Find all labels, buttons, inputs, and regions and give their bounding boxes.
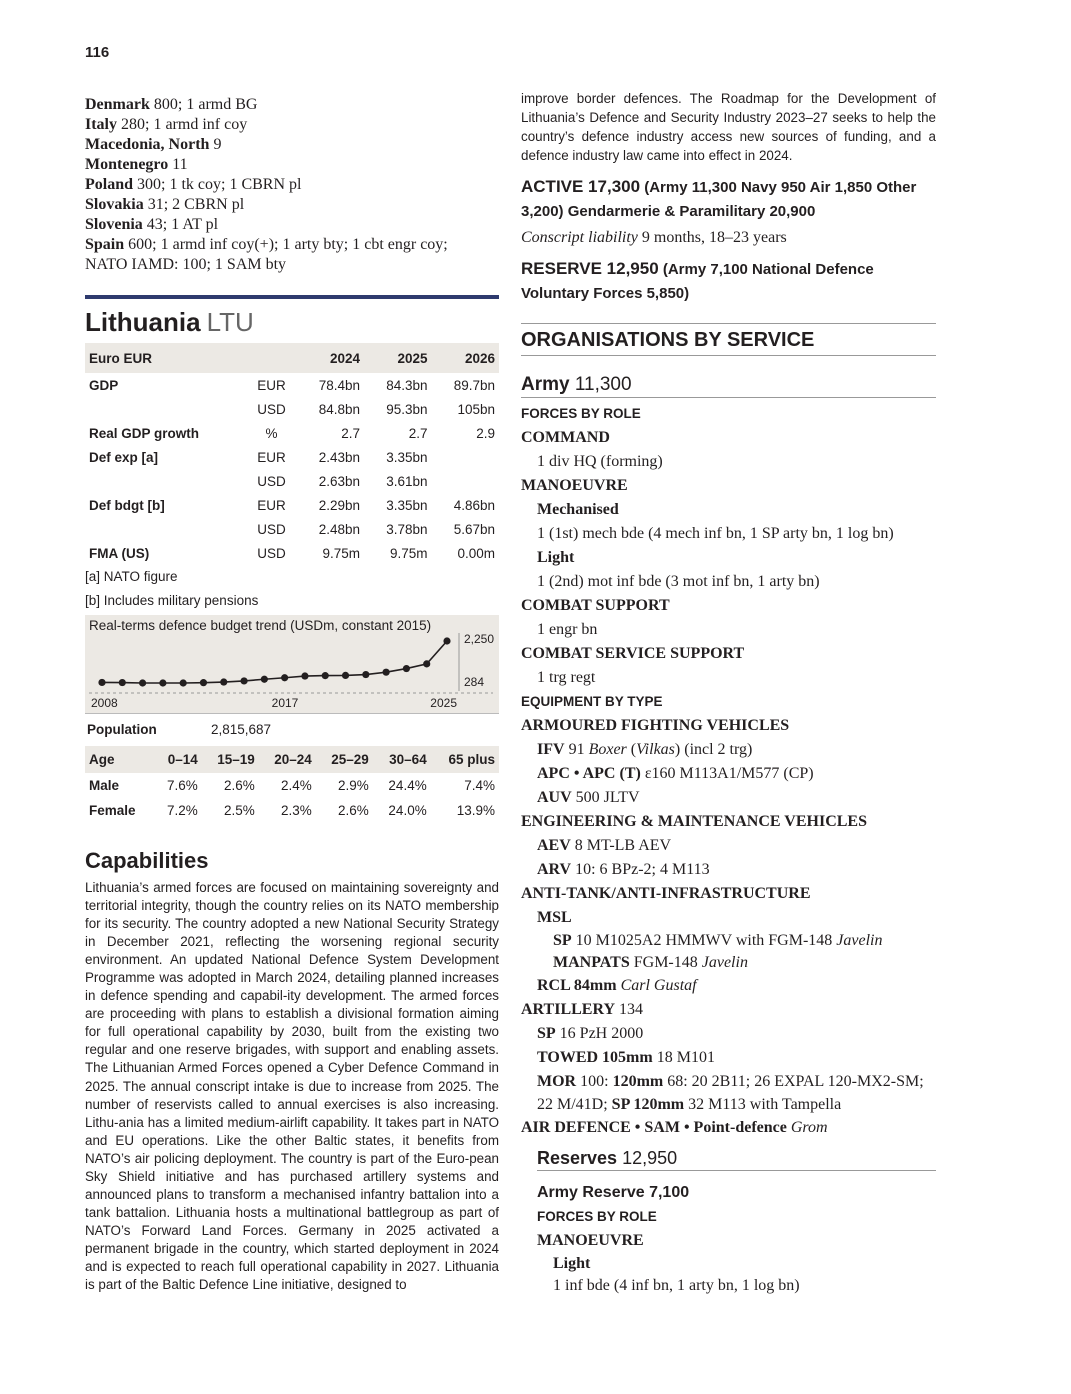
data-point (159, 679, 166, 686)
deployment-item (85, 115, 499, 135)
capabilities-continued: improve border defences. The Roadmap for the Development of Lithuania’s Defence and Security Industry 2023–27 seeks to help the country’s defence industry access new sources of funding, and a defence industry law came into effect in 2024. (521, 91, 936, 163)
light-item: 1 (2nd) mot inf bde (3 mot inf bn, 1 arty bn) (537, 573, 820, 590)
note-b: [b] Includes military pensions (85, 593, 259, 608)
mor-item-cont (521, 1094, 936, 1116)
towed-text: 18 M101 (652, 1049, 715, 1066)
econ-cell: 89.7bn (453, 377, 495, 393)
command-heading: COMMAND (521, 429, 610, 446)
artillery-label: ARTILLERY (521, 1001, 616, 1018)
air-defence-label: AIR DEFENCE • SAM • Point-defence (521, 1119, 787, 1136)
deployment-country: Slovakia (85, 196, 144, 213)
capabilities-text: Lithuania’s armed forces are focused on maintaining sovereignty and territorial integrity, though the country relies on its NATO membership for its security. The country adopted a new National Security Strategy in December 2021, reflecting the worsening regional security environment. An updated National Defence System Development Programme was adopted in March 2024, detailing planned increases in defence spending and capabil-ity development. The armed forces are proceeding with plans to establish a divisional formation aiming for full operational capability by 2030, built from the existing two regular and one reserve brigades, with support and enabling assets. The Lithuanian Armed Forces opened a Cyber Defence Command in 2025. The annual conscript intake is due to increase from 2025. The number of reservists called to annual exercises is also increasing. Lithu-ania has a limited medium-airlift capability. It takes part in NATO and EU operations. Like the other Baltic states, it benefits from NATO’s air policing deployment. The country is part of the Euro-pean Sky Shield initiative and has purchased artillery systems and announced plans to transform a mechanised infantry battalion into a tank battalion. Lithuania hosts a multinational battlegroup as part of NATO’s Forward Land Forces. Germany in 2025 activated a permanent brigade in the country, which started deployment in 2024 and is expected to reach full operational capability in 2027. Lithuania is part of the Baltic Defence Line initiative, designed to (85, 880, 499, 1293)
conscript-label: Conscript liability (521, 229, 638, 246)
data-point (261, 676, 268, 683)
econ-cell: 0.00m (457, 545, 495, 561)
manpats-item (521, 952, 936, 974)
data-point (220, 678, 227, 685)
deployment-detail: 800; 1 armd BG (149, 96, 258, 113)
data-point (423, 660, 430, 667)
ifv-model: Boxer (588, 741, 627, 758)
econ-cell (85, 469, 247, 493)
age-row (85, 773, 499, 798)
msl-heading: MSL (537, 909, 572, 926)
reserves-name: Reserves (537, 1148, 618, 1168)
country-name: Lithuania (85, 307, 201, 337)
reserve-forces-by-role: FORCES BY ROLE (537, 1209, 657, 1224)
age-cell: 2.9% (338, 778, 369, 793)
ifv-note: ) (incl 2 trg) (674, 741, 753, 758)
deployments-list (85, 95, 499, 275)
x-tick-label: 2017 (271, 696, 299, 710)
econ-cell: 3.35bn (386, 449, 428, 465)
econ-cell: 2.7 (341, 425, 361, 441)
mor-text-2: 68: 20 2B11; 26 EXPAL 120-MX2-SM; (663, 1073, 924, 1090)
reserves-strength: 12,950 (617, 1148, 678, 1168)
emv-heading: ENGINEERING & MAINTENANCE VEHICLES (521, 813, 867, 830)
ifv-paren: ( (626, 741, 637, 758)
reserve-total: RESERVE 12,950 (521, 259, 659, 278)
econ-cell: 105bn (457, 401, 495, 417)
age-cell: 7.6% (167, 778, 198, 793)
data-point (240, 677, 247, 684)
rcl-item (521, 974, 936, 998)
age-header-cell: 65 plus (431, 746, 499, 773)
active-strength (521, 175, 936, 223)
mor-text-1: 100: (576, 1073, 613, 1090)
age-cell: 24.0% (388, 803, 427, 818)
anti-tank-heading: ANTI-TANK/ANTI-INFRASTRUCTURE (521, 885, 811, 902)
econ-header-cell: 2024 (297, 343, 364, 373)
econ-row (85, 517, 499, 541)
econ-cell: 2.48bn (318, 521, 361, 537)
econ-cell: 2.63bn (318, 473, 361, 489)
manpats-label: MANPATS (553, 954, 630, 971)
age-cell: 7.2% (167, 803, 198, 818)
age-cell: 2.5% (224, 803, 255, 818)
data-point (342, 672, 349, 679)
reserve-strength (521, 257, 936, 305)
arv-label: ARV (537, 861, 572, 878)
econ-cell: EUR (257, 377, 286, 393)
econ-cell: 3.61bn (386, 473, 428, 489)
army-heading (521, 374, 936, 398)
econ-row (85, 541, 499, 565)
econ-row (85, 373, 499, 397)
y-tick-label: 284 (464, 675, 485, 689)
ifv-item (521, 738, 936, 762)
econ-cell (431, 445, 499, 469)
econ-cell: 3.78bn (386, 521, 428, 537)
econ-cell: Def bdgt [b] (89, 497, 165, 513)
ifv-count: 91 (564, 741, 589, 758)
econ-cell: 5.67bn (453, 521, 495, 537)
active-total: ACTIVE 17,300 (521, 177, 641, 196)
auv-text: 500 JLTV (571, 789, 640, 806)
deployment-item (85, 215, 499, 235)
capabilities-heading: Capabilities (85, 848, 209, 873)
y-tick-label: 2,250 (464, 633, 495, 646)
mor-text-3: 22 M/41D; (537, 1096, 612, 1113)
econ-cell: USD (257, 521, 286, 537)
age-header-cell: 30–64 (373, 746, 431, 773)
age-header-cell: Age (85, 746, 153, 773)
deployment-detail: 9 (209, 136, 222, 153)
data-point (119, 679, 126, 686)
light-heading: Light (537, 549, 575, 566)
mor-caliber-2: SP 120mm (611, 1096, 685, 1113)
manoeuvre-heading: MANOEUVRE (521, 477, 628, 494)
age-cell: 2.3% (281, 803, 312, 818)
ifv-variant: Vilkas (636, 741, 675, 758)
combat-support-heading: COMBAT SUPPORT (521, 597, 670, 614)
econ-cell: 2.9 (476, 425, 495, 441)
econ-cell: 2.7 (408, 425, 428, 441)
econ-row (85, 493, 499, 517)
reserve-light-heading: Light (553, 1255, 591, 1272)
econ-cell: GDP (89, 377, 119, 393)
combat-service-support-heading: COMBAT SERVICE SUPPORT (521, 645, 745, 662)
msl-sp-label: SP (553, 932, 572, 949)
economic-table-header (85, 343, 499, 373)
age-header-cell: 15–19 (202, 746, 259, 773)
deployment-item (85, 155, 499, 175)
deployment-item (85, 95, 499, 115)
manpats-text: FGM-148 (629, 954, 702, 971)
auv-label: AUV (537, 789, 572, 806)
econ-cell: 9.75m (322, 545, 361, 561)
data-point (301, 672, 308, 679)
population-value: 2,815,687 (211, 721, 272, 737)
towed-label: TOWED 105mm (537, 1049, 653, 1066)
mor-item (521, 1070, 936, 1094)
air-defence-model: Grom (790, 1119, 828, 1136)
combat-service-support-item: 1 trg regt (537, 669, 596, 686)
art-sp-label: SP (537, 1025, 556, 1042)
deployment-country: Macedonia, North (85, 136, 210, 153)
age-cell: 2.6% (338, 803, 369, 818)
deployment-item (85, 255, 499, 275)
active-breakdown: (Army 11,300 Navy 950 Air 1,850 Other 3,200) Gendarmerie & Paramilitary 20,900 (521, 179, 917, 220)
data-point (281, 674, 288, 681)
data-point (98, 679, 105, 686)
apc-item (521, 762, 936, 786)
army-strength: 11,300 (569, 374, 632, 395)
deployment-detail: 31; 2 CBRN pl (143, 196, 245, 213)
msl-sp-item (521, 930, 936, 952)
x-tick-label: 2008 (91, 696, 118, 710)
age-cell: 2.4% (281, 778, 312, 793)
deployment-country: Denmark (85, 96, 150, 113)
econ-cell: 9.75m (389, 545, 428, 561)
chart-title: Real-terms defence budget trend (USDm, constant 2015) (89, 618, 432, 633)
econ-header-cell: 2025 (364, 343, 431, 373)
age-cell: Male (89, 778, 120, 793)
deployment-detail: 43; 1 AT pl (142, 216, 219, 233)
econ-cell: FMA (US) (89, 545, 150, 561)
air-defence-item (521, 1116, 936, 1140)
apc-text: ε160 M113A1/M577 (CP) (640, 765, 814, 782)
rcl-label: RCL 84mm (537, 977, 617, 994)
econ-cell: EUR (257, 497, 286, 513)
economic-table (85, 343, 499, 565)
ifv-label: IFV (537, 741, 565, 758)
data-point (403, 665, 410, 672)
afv-heading: ARMOURED FIGHTING VEHICLES (521, 717, 790, 734)
age-table-header (85, 746, 499, 773)
data-point (383, 669, 390, 676)
econ-cell: 4.86bn (453, 497, 495, 513)
econ-cell: USD (257, 545, 286, 561)
econ-row (85, 469, 499, 493)
arv-item (521, 858, 936, 882)
economic-table-body (85, 373, 499, 565)
reserves-heading (537, 1148, 936, 1171)
age-header-cell: 25–29 (316, 746, 373, 773)
econ-header-cell: Euro EUR (85, 343, 247, 373)
mor-label: MOR (537, 1073, 577, 1090)
combat-support-item: 1 engr bn (537, 621, 598, 638)
mechanised-item: 1 (1st) mech bde (4 mech inf bn, 1 SP arty bn, 1 log bn) (537, 525, 894, 542)
deployment-country: Poland (85, 176, 134, 193)
age-header-cell: 0–14 (153, 746, 202, 773)
econ-cell: 2.29bn (318, 497, 361, 513)
artillery-heading (521, 998, 936, 1022)
deployment-country: Slovenia (85, 216, 143, 233)
deployment-country: Spain (85, 236, 125, 253)
aev-item (521, 834, 936, 858)
country-heading (85, 305, 499, 339)
reserve-light-item: 1 inf bde (4 inf bn, 1 arty bn, 1 log bn) (553, 1277, 800, 1294)
data-point (180, 679, 187, 686)
econ-cell (85, 397, 247, 421)
data-point (443, 637, 450, 644)
command-item: 1 div HQ (forming) (537, 453, 663, 470)
deployment-country: Montenegro (85, 156, 169, 173)
mechanised-heading: Mechanised (537, 501, 619, 518)
age-header-cell: 20–24 (259, 746, 316, 773)
age-table-body (85, 773, 499, 823)
reserve-breakdown: (Army 7,100 National Defence Voluntary Forces 5,850) (521, 261, 874, 302)
left-column (85, 95, 499, 1294)
artillery-count: 134 (615, 1001, 644, 1018)
econ-cell: 95.3bn (386, 401, 428, 417)
deployment-detail: NATO IAMD: 100; 1 SAM bty (85, 256, 287, 273)
army-reserve-heading: Army Reserve 7,100 (537, 1184, 690, 1201)
data-point (139, 679, 146, 686)
x-tick-label: 2025 (430, 696, 457, 710)
deployment-country: Italy (85, 116, 117, 133)
data-point (200, 679, 207, 686)
econ-cell: 84.3bn (386, 377, 428, 393)
data-point (322, 672, 329, 679)
manpats-model: Javelin (701, 954, 748, 971)
econ-cell: 2.43bn (318, 449, 361, 465)
deployment-item (85, 175, 499, 195)
army-name: Army (521, 374, 570, 395)
econ-cell: USD (257, 401, 286, 417)
econ-header-cell: 2026 (431, 343, 499, 373)
econ-row (85, 445, 499, 469)
deployment-detail: 300; 1 tk coy; 1 CBRN pl (133, 176, 302, 193)
reserve-manoeuvre-heading: MANOEUVRE (537, 1232, 644, 1249)
deployment-item (85, 135, 499, 155)
population-row (85, 713, 499, 744)
rcl-model: Carl Gustaf (620, 977, 697, 994)
econ-row (85, 421, 499, 445)
deployment-detail: 600; 1 armd inf coy(+); 1 arty bty; 1 cbt engr coy; (124, 236, 448, 253)
arv-text: 10: 6 BPz-2; 4 M113 (571, 861, 710, 878)
aev-text: 8 MT-LB AEV (570, 837, 672, 854)
deployment-item (85, 195, 499, 215)
age-table (85, 746, 499, 823)
budget-trend-chart (85, 615, 499, 713)
econ-cell: Real GDP growth (89, 425, 200, 441)
forces-by-role: FORCES BY ROLE (521, 406, 641, 421)
econ-cell (85, 517, 247, 541)
right-column (521, 91, 936, 1297)
mor-caliber-1: 120mm (612, 1073, 664, 1090)
data-point (362, 671, 369, 678)
page-number: 116 (85, 44, 110, 61)
trend-line-chart (87, 633, 497, 711)
econ-cell: Def exp [a] (89, 449, 159, 465)
population-label: Population (87, 721, 157, 737)
econ-cell: 84.8bn (318, 401, 361, 417)
country-rule (85, 295, 499, 299)
age-cell: 24.4% (388, 778, 427, 793)
age-row (85, 798, 499, 823)
apc-label: APC • APC (T) (537, 765, 641, 782)
econ-row (85, 397, 499, 421)
econ-cell: EUR (257, 449, 286, 465)
towed-item (521, 1046, 936, 1070)
auv-item (521, 786, 936, 810)
deployment-item (85, 235, 499, 255)
conscript-text: 9 months, 18–23 years (637, 229, 787, 246)
age-cell: 2.6% (224, 778, 255, 793)
econ-cell: % (265, 425, 278, 441)
mor-text-4: 32 M113 with Tampella (684, 1096, 842, 1113)
conscript-liability (521, 229, 936, 247)
equipment-by-type: EQUIPMENT BY TYPE (521, 694, 663, 709)
note-a: [a] NATO figure (85, 569, 178, 584)
deployment-detail: 280; 1 armd inf coy (117, 116, 248, 133)
econ-cell (431, 469, 499, 493)
econ-header-cell (247, 343, 297, 373)
econ-cell: 3.35bn (386, 497, 428, 513)
econ-cell: USD (257, 473, 286, 489)
msl-sp-text: 10 M1025A2 HMMWV with FGM-148 (571, 932, 837, 949)
age-cell: 7.4% (464, 778, 495, 793)
deployment-detail: 11 (168, 156, 188, 173)
organisations-heading: ORGANISATIONS BY SERVICE (521, 323, 936, 356)
msl-sp-model: Javelin (836, 932, 883, 949)
age-cell: Female (89, 803, 136, 818)
art-sp-text: 16 PzH 2000 (555, 1025, 644, 1042)
age-cell: 13.9% (456, 803, 495, 818)
art-sp-item (521, 1022, 936, 1046)
aev-label: AEV (537, 837, 571, 854)
country-code: LTU (206, 307, 254, 337)
series-line (102, 641, 447, 683)
econ-cell: 78.4bn (318, 377, 361, 393)
